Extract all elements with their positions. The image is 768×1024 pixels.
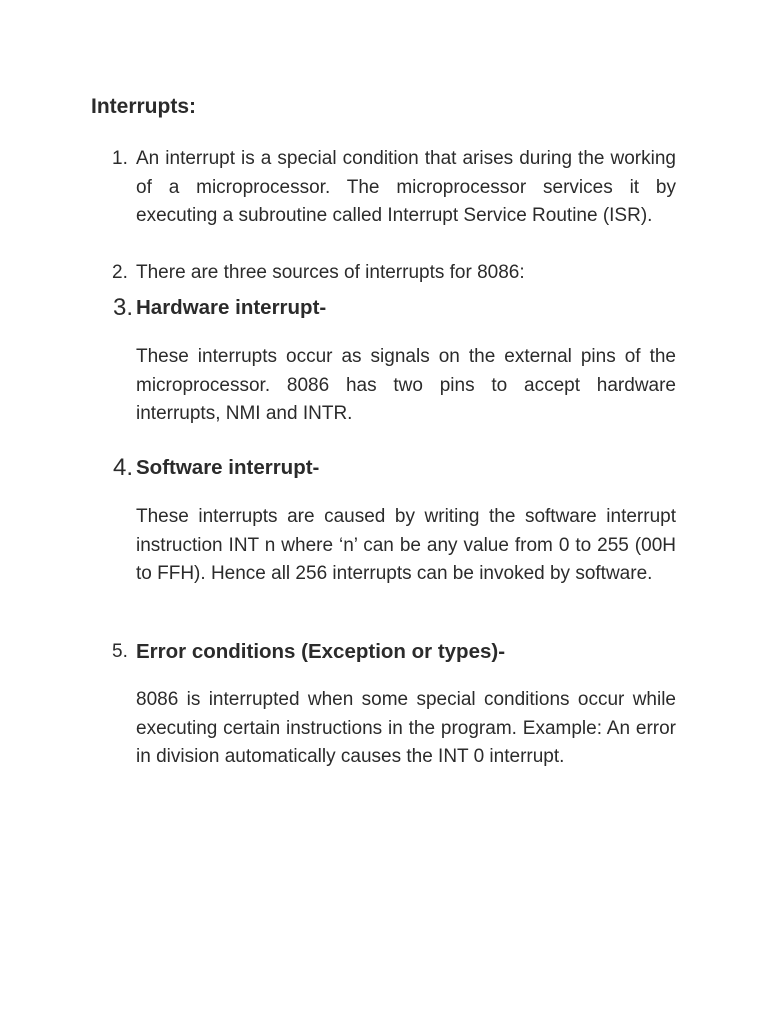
section-body-hardware: These interrupts occur as signals on the external pins of the microprocessor. 8086 has two pins to accept hardware interrupts, NMI and INTR. [136,346,676,424]
list-number-1: 1. [112,148,128,169]
list-text-2: There are three sources of interrupts for 8086: [136,262,525,283]
section-title-software: Software interrupt- [136,456,320,479]
list-text-1: An interrupt is a special condition that arises during the working of a microprocessor. The microprocessor services it by executing a subroutine called Interrupt Service Routine (ISR). [136,148,676,226]
list-number-2: 2. [112,262,128,283]
section-title-error: Error conditions (Exception or types)- [136,640,506,663]
section-title-hardware: Hardware interrupt- [136,296,327,319]
list-number-5: 5. [112,641,128,662]
section-body-error: 8086 is interrupted when some special conditions occur while executing certain instructions in the program. Example: An error in division automatically causes the INT 0 interrupt. [136,689,676,767]
section-body-software: These interrupts are caused by writing the software interrupt instruction INT n where ‘n’ can be any value from 0 to 255 (00H to FFH). Hence all 256 interrupts can be invoked by software. [136,506,676,584]
list-number-4: 4. [113,454,134,481]
page-title: Interrupts: [91,95,196,118]
list-number-3: 3. [113,294,134,321]
